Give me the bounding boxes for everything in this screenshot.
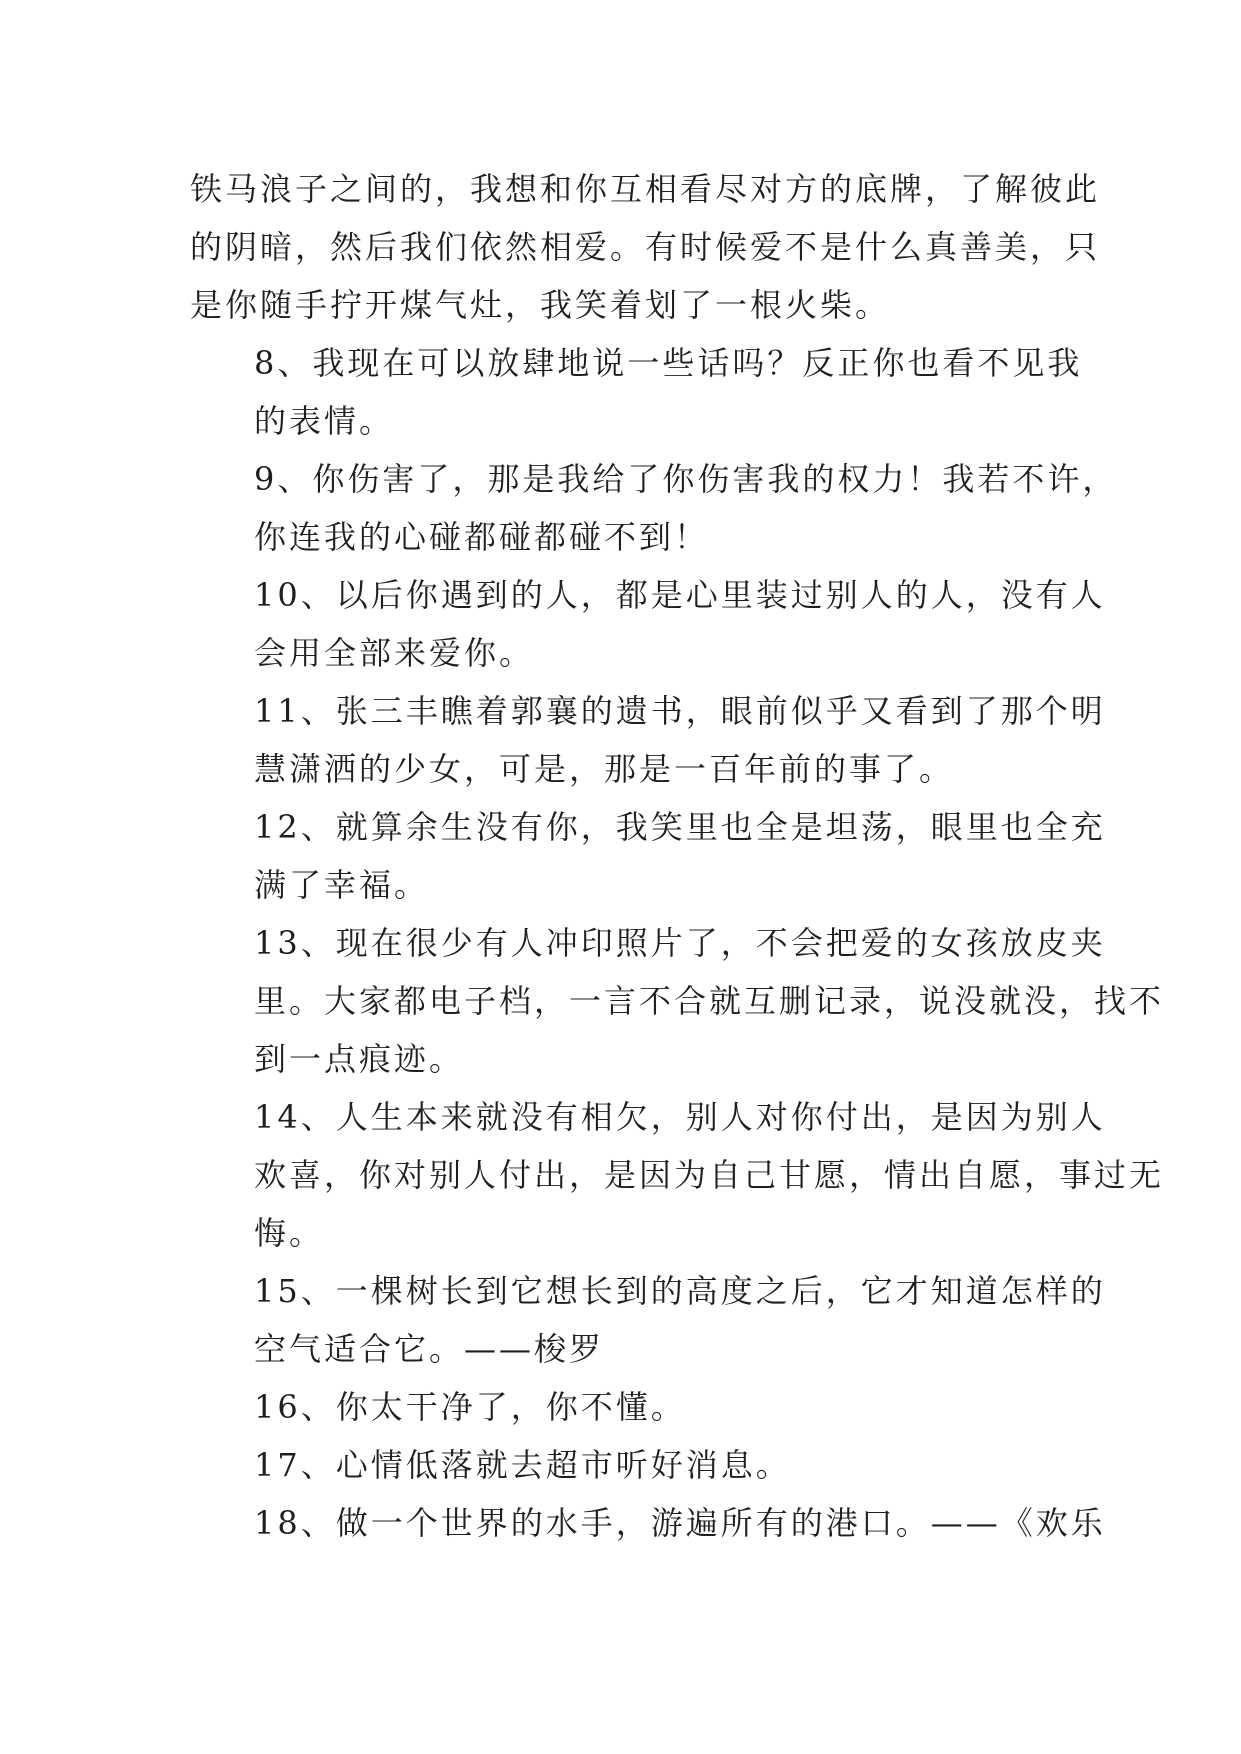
text-line: 9、你伤害了，那是我给了你伤害我的权力！我若不许， xyxy=(254,460,1118,498)
text-line: 里。大家都电子档，一言不合就互删记录，说没就没，找不 xyxy=(254,982,1165,1020)
text-line: 的阴暗，然后我们依然相爱。有时候爱不是什么真善美，只 xyxy=(190,228,1101,266)
paragraph xyxy=(190,798,1106,914)
text-line: 会用全部来爱你。 xyxy=(254,634,535,672)
text-line: 16、你太干净了，你不懂。 xyxy=(254,1388,686,1426)
text-line: 是你随手拧开煤气灶，我笑着划了一根火柴。 xyxy=(190,286,891,324)
paragraph xyxy=(190,1088,1165,1262)
paragraph xyxy=(190,1378,1056,1436)
text-line: 你连我的心碰都碰都碰不到！ xyxy=(254,518,710,556)
text-line: 的表情。 xyxy=(254,402,395,440)
text-line: 15、一棵树长到它想长到的高度之后，它才知道怎样的 xyxy=(254,1272,1106,1310)
text-line: 11、张三丰瞧着郭襄的遗书，眼前似乎又看到了那个明 xyxy=(254,692,1106,730)
paragraph xyxy=(190,682,1106,798)
text-line: 8、我现在可以放肆地说一些话吗？反正你也看不见我 xyxy=(254,344,1083,382)
text-line: 12、就算余生没有你，我笑里也全是坦荡，眼里也全充 xyxy=(254,808,1106,846)
paragraph xyxy=(190,160,1101,334)
paragraph xyxy=(190,914,1165,1088)
paragraph xyxy=(190,334,1083,450)
paragraph xyxy=(190,1262,1106,1378)
text-line: 14、人生本来就没有相欠，别人对你付出，是因为别人 xyxy=(254,1098,1106,1136)
text-line: 满了幸福。 xyxy=(254,866,430,904)
text-line: 空气适合它。——梭罗 xyxy=(254,1330,605,1368)
text-line: 慧潇洒的少女，可是，那是一百年前的事了。 xyxy=(254,750,955,788)
text-line: 10、以后你遇到的人，都是心里装过别人的人，没有人 xyxy=(254,576,1106,614)
text-line: 17、心情低落就去超市听好消息。 xyxy=(254,1446,791,1484)
paragraph xyxy=(190,566,1106,682)
paragraph xyxy=(190,1494,1106,1552)
text-line: 欢喜，你对别人付出，是因为自己甘愿，情出自愿，事过无 xyxy=(254,1156,1165,1194)
text-line: 到一点痕迹。 xyxy=(254,1040,465,1078)
text-line: 铁马浪子之间的，我想和你互相看尽对方的底牌，了解彼此 xyxy=(190,170,1101,208)
text-line: 18、做一个世界的水手，游遍所有的港口。——《欢乐 xyxy=(254,1504,1106,1542)
text-line: 悔。 xyxy=(254,1214,325,1252)
paragraph xyxy=(190,450,1118,566)
paragraph xyxy=(190,1436,1056,1494)
text-line: 13、现在很少有人冲印照片了，不会把爱的女孩放皮夹 xyxy=(254,924,1106,962)
document-body xyxy=(190,160,1165,1552)
